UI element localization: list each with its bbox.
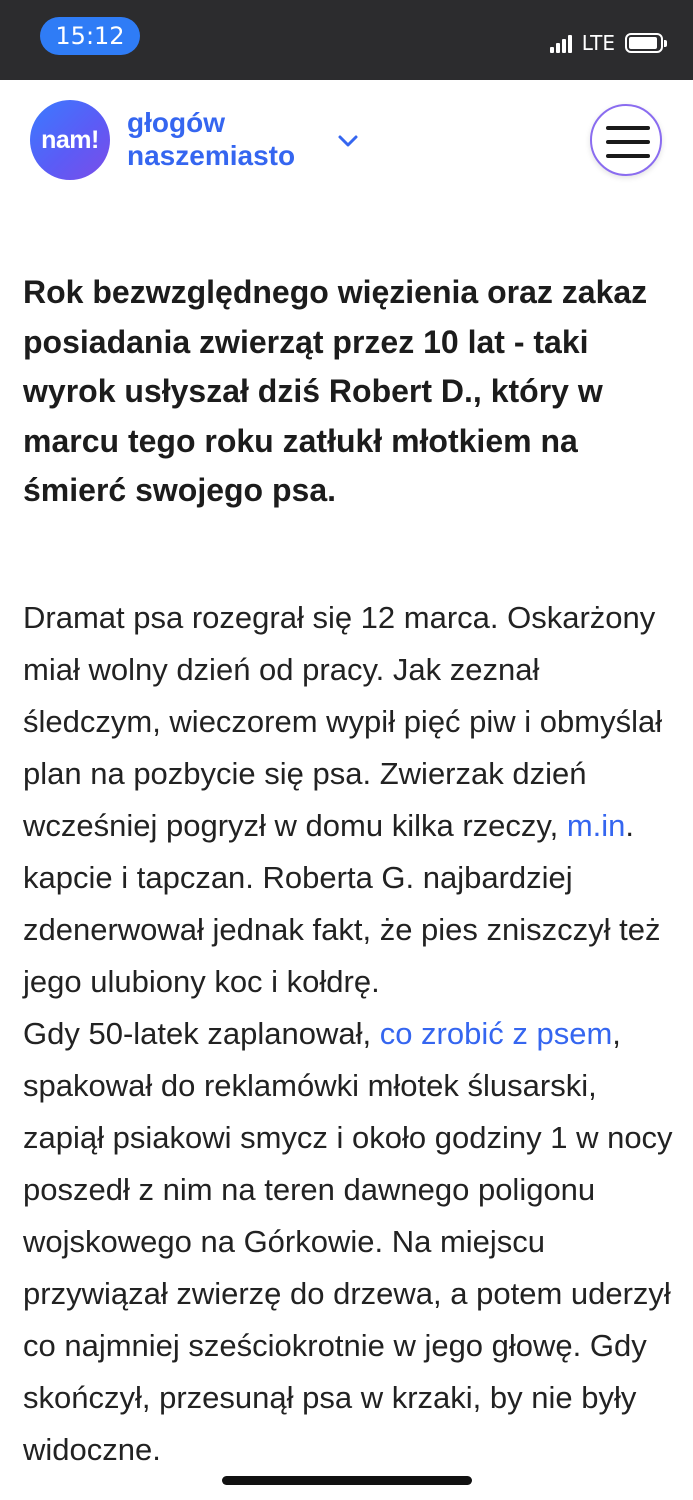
brand-site-name: naszemiasto	[127, 140, 296, 171]
brand-city: głogów	[127, 107, 225, 138]
site-logo[interactable]: nam!	[30, 100, 110, 180]
article-body	[23, 592, 678, 1476]
hamburger-icon	[606, 126, 650, 158]
paragraph-text: . kapcie i tapczan. Roberta G. najbardziej zdenerwował jednak fakt, że pies zniszczył też jego ulubiony koc i kołdrę.	[23, 808, 661, 999]
status-bar	[0, 0, 693, 80]
network-type: LTE	[581, 31, 615, 55]
home-indicator[interactable]	[222, 1476, 472, 1485]
paragraph-text: Gdy 50-latek zaplanował,	[23, 1016, 380, 1051]
paragraph-text: Dramat psa rozegrał się 12 marca. Oskarżony miał wolny dzień od pracy. Jak zeznał śledczym, wieczorem wypił pięć piw i obmyślał plan na pozbycie się psa. Zwierzak dzień wcześniej pogryzł w domu kilka rzeczy,	[23, 600, 663, 843]
menu-button[interactable]	[590, 104, 662, 176]
status-indicators	[550, 28, 663, 58]
article-paragraph	[23, 1008, 678, 1476]
chevron-down-icon[interactable]	[336, 129, 360, 153]
inline-link[interactable]: co zrobić z psem	[379, 1016, 613, 1051]
article-lead: Rok bezwzględnego więzienia oraz zakaz posiadania zwierząt przez 10 lat - taki wyrok usłyszał dziś Robert D., który w marcu tego roku zatłukł młotkiem na śmierć swojego psa.	[23, 274, 648, 508]
site-brand[interactable]	[127, 106, 295, 172]
site-header	[0, 80, 693, 200]
signal-icon	[550, 33, 572, 53]
article-paragraph	[23, 592, 678, 1008]
inline-link[interactable]: m.in	[566, 808, 626, 843]
battery-icon	[625, 33, 663, 53]
paragraph-text: , spakował do reklamówki młotek ślusarski, zapiął psiakowi smycz i około godziny 1 w nocy poszedł z nim na teren dawnego poligonu wojskowego na Górkowie. Na miejscu przywiązał zwierzę do drzewa, a potem uderzył co najmniej sześciokrotnie w jego głowę. Gdy skończył, przesunął psa w krzaki, by nie były widoczne.	[23, 1016, 673, 1467]
status-time: 15:12	[40, 17, 140, 55]
